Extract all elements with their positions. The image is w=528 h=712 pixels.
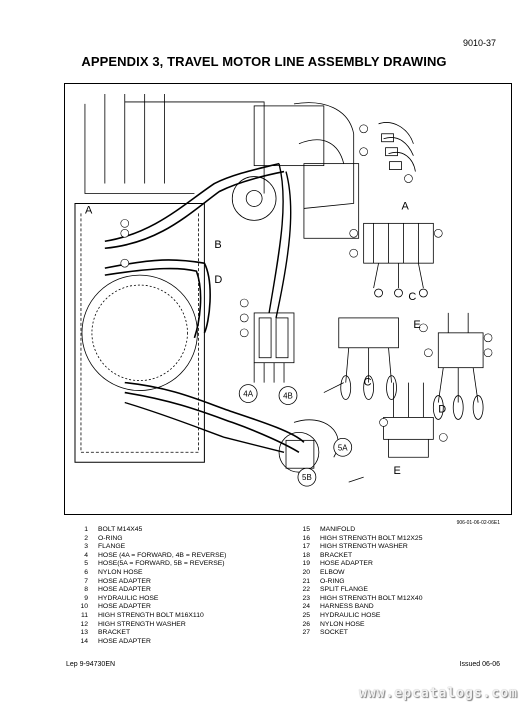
part-number: 26: [302, 620, 310, 628]
watermark: www.epcatalogs.com: [359, 686, 518, 701]
part-number: 1: [84, 526, 88, 533]
part-description: HOSE ADAPTER: [98, 603, 151, 611]
view-label-e-right: E: [413, 318, 421, 331]
parts-list-item: [68, 586, 226, 595]
part-number: 7: [84, 577, 88, 585]
part-number: 10: [80, 603, 88, 611]
parts-list-item: [68, 543, 226, 552]
parts-list-item: [290, 552, 422, 561]
parts-list-item: [290, 535, 422, 544]
part-description: SPLIT FLANGE: [320, 586, 368, 594]
parts-list-item: [290, 586, 422, 595]
parts-list-item: [290, 526, 422, 535]
part-description: BRACKET: [98, 629, 131, 637]
parts-list-item: [68, 629, 226, 638]
parts-list-item: [290, 603, 422, 612]
part-number: 8: [84, 586, 88, 594]
callout-5b: 5B: [302, 473, 312, 483]
part-number: 5: [84, 560, 88, 568]
part-number: 27: [302, 629, 310, 637]
part-number: 15: [302, 526, 310, 533]
parts-list-item: [68, 569, 226, 578]
view-label-a-right: A: [401, 200, 409, 213]
part-number: 24: [302, 603, 310, 611]
drawing-code: 906-01-06-02-06E1: [456, 520, 500, 526]
part-description: FLANGE: [98, 543, 126, 551]
part-description: HIGH STRENGTH BOLT M16X110: [98, 611, 204, 619]
part-number: 4: [84, 551, 88, 559]
part-number: 22: [302, 586, 310, 594]
part-description: HOSE ADAPTER: [98, 586, 151, 594]
footer-issue-date: Issued 06-06: [459, 661, 500, 668]
parts-list-item: [68, 578, 226, 587]
parts-list-item: [68, 560, 226, 569]
part-description: BOLT M14X45: [98, 526, 143, 533]
part-number: 2: [84, 534, 88, 542]
assembly-drawing-svg: [65, 84, 511, 514]
parts-list-item: [290, 560, 422, 569]
parts-list-item: [290, 595, 422, 604]
part-description: HYDRAULIC HOSE: [320, 611, 381, 619]
parts-legend-left: [68, 526, 226, 646]
part-description: HOSE ADAPTER: [320, 560, 373, 568]
part-number: 3: [84, 543, 88, 551]
view-label-d-left: D: [214, 274, 223, 287]
view-label-a-left: A: [84, 204, 93, 217]
parts-list-item: [68, 595, 226, 604]
part-description: HARNESS BAND: [320, 603, 374, 611]
part-number: 19: [302, 560, 310, 568]
part-description: O-RING: [98, 534, 123, 542]
parts-list-item: [290, 629, 422, 638]
part-description: ELBOW: [320, 568, 345, 576]
part-number: 17: [302, 543, 310, 551]
view-label-c: C: [363, 376, 372, 389]
parts-list-item: [290, 569, 422, 578]
part-description: MANIFOLD: [320, 526, 356, 533]
part-number: 6: [84, 568, 88, 576]
parts-legend-right: [290, 526, 422, 638]
callout-5a: 5A: [337, 443, 348, 453]
parts-list-item: [68, 535, 226, 544]
part-description: HIGH STRENGTH WASHER: [98, 620, 186, 628]
part-number: 12: [80, 620, 88, 628]
part-description: HIGH STRENGTH BOLT M12X40: [320, 594, 423, 602]
assembly-drawing: [64, 83, 512, 515]
part-number: 13: [80, 629, 88, 637]
view-label-d: D: [438, 403, 447, 416]
part-description: HOSE (4A = FORWARD, 4B = REVERSE): [98, 551, 227, 559]
part-description: HIGH STRENGTH BOLT M12X25: [320, 534, 423, 542]
parts-list-item: [68, 621, 226, 630]
part-description: BRACKET: [320, 551, 353, 559]
view-label-c-right: C: [408, 290, 417, 303]
part-description: O-RING: [320, 577, 345, 585]
footer-doc-ref: Lep 9-94730EN: [66, 661, 116, 668]
callout-4a: 4A: [243, 389, 254, 399]
view-label-b: B: [214, 239, 222, 252]
parts-list-item: [68, 526, 226, 535]
view-label-e: E: [393, 465, 401, 478]
part-number: 16: [302, 534, 310, 542]
part-number: 11: [80, 611, 88, 619]
parts-list-item: [290, 621, 422, 630]
part-number: 14: [80, 637, 88, 645]
parts-list-item: [68, 603, 226, 612]
parts-list-item: [68, 552, 226, 561]
callout-4b: 4B: [283, 391, 293, 401]
part-number: 25: [302, 611, 310, 619]
part-description: HOSE(5A = FORWARD, 5B = REVERSE): [98, 560, 225, 568]
page-title: APPENDIX 3, TRAVEL MOTOR LINE ASSEMBLY DRAWING: [81, 54, 447, 69]
part-number: 9: [84, 594, 88, 602]
part-number: 23: [302, 594, 310, 602]
part-description: HOSE ADAPTER: [98, 577, 151, 585]
parts-list-item: [290, 543, 422, 552]
parts-list-item: [290, 578, 422, 587]
part-number: 20: [302, 568, 310, 576]
part-description: NYLON HOSE: [98, 568, 143, 576]
part-description: SOCKET: [320, 629, 348, 637]
parts-list-item: [290, 612, 422, 621]
part-description: HYDRAULIC HOSE: [98, 594, 159, 602]
part-number: 21: [302, 577, 310, 585]
parts-list-item: [68, 612, 226, 621]
part-description: HOSE ADAPTER: [98, 637, 151, 645]
part-description: NYLON HOSE: [320, 620, 365, 628]
parts-list-item: [68, 638, 226, 647]
page-number: 9010-37: [462, 38, 496, 48]
part-description: HIGH STRENGTH WASHER: [320, 543, 408, 551]
part-number: 18: [302, 551, 310, 559]
